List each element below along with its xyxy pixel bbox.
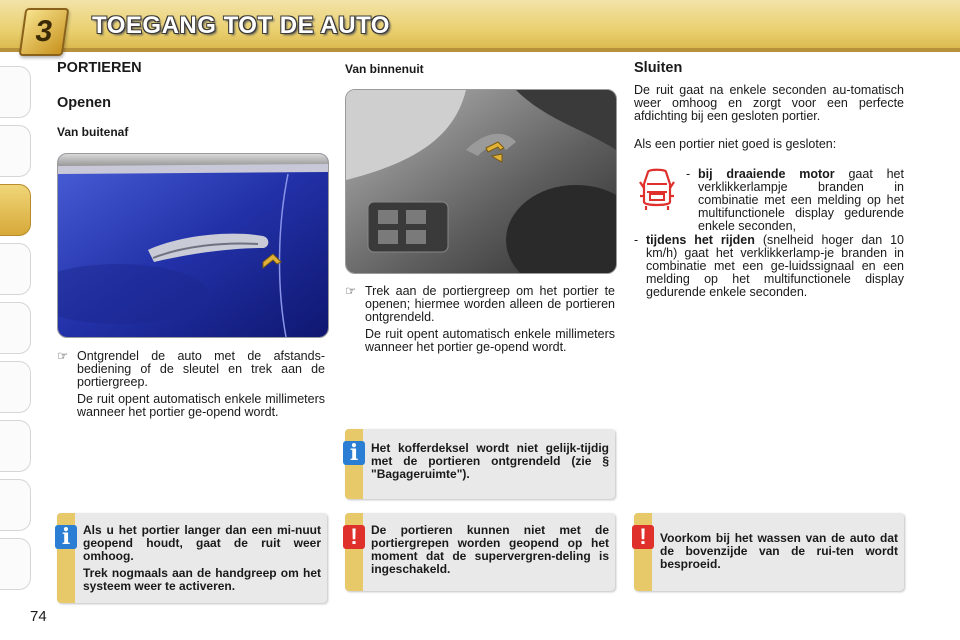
warning-icon: ! — [632, 525, 654, 549]
window-lower-note: Als u het portier langer dan een mi-nuut geopend houdt, gaat de ruit weer omhoog. — [83, 523, 321, 563]
bullet-symbol: ☞ — [57, 349, 69, 363]
item-engine-running — [686, 168, 904, 233]
inside-open-instruction: Trek aan de portiergreep om het portier te openen; hiermee worden alleen de portieren ontgrendeld. — [365, 284, 615, 324]
subsection-heading: Openen — [57, 95, 111, 111]
window-note: De ruit opent automatisch enkele millimeters wanneer het portier ge-opend wordt. — [77, 392, 325, 419]
trunk-info-note — [345, 429, 615, 499]
from-inside-heading: Van binnenuit — [345, 62, 424, 76]
dash: - — [634, 233, 639, 247]
dash: - — [686, 167, 691, 181]
side-tab[interactable] — [0, 302, 31, 354]
driving-text: (snelheid hoger dan 10 km/h) gaat het verklikkerlamp-je branden in combinatie met een ge-luidssignaal en een melding op het multifunctionele display gedurende enkele seconden. — [646, 233, 904, 299]
washing-warning-note — [634, 513, 904, 591]
item-driving — [634, 234, 904, 299]
side-tab[interactable] — [0, 361, 31, 413]
door-open-warning-icon — [636, 168, 678, 212]
driving-lead: tijdens het rijden — [646, 233, 755, 247]
side-tab[interactable] — [0, 420, 31, 472]
deadlock-warning-note — [345, 513, 615, 591]
trunk-note-text: Het kofferdeksel wordt niet gelijk-tijdig met de portieren ontgrendeld (zie § "Bagageruimte"). — [371, 441, 609, 481]
info-icon: i — [55, 525, 77, 549]
bullet-symbol: ☞ — [345, 284, 357, 298]
not-closed-intro: Als een portier niet goed is gesloten: — [634, 137, 837, 151]
unlock-instruction: Ontgrendel de auto met de afstands-bediening of de sleutel en trek aan de portiergreep. — [77, 349, 325, 389]
engine-running-lead: bij draaiende motor — [698, 167, 835, 181]
side-tab[interactable] — [0, 66, 31, 118]
window-info-note — [57, 513, 327, 603]
warning-icon: ! — [343, 525, 365, 549]
inside-instructions — [345, 285, 615, 354]
window-close-note: Trek nogmaals aan de handgreep om het systeem weer te activeren. — [83, 566, 321, 593]
from-outside-heading: Van buitenaf — [57, 125, 129, 139]
side-tab[interactable] — [0, 538, 31, 590]
page-number: 74 — [30, 608, 47, 625]
closing-heading: Sluiten — [634, 60, 683, 76]
deadlock-note-text: De portieren kunnen niet met de portiergrepen worden geopend op het moment dat de supervergren-deling is ingeschakeld. — [371, 523, 609, 576]
window-note: De ruit opent automatisch enkele millimeters wanneer het portier ge-opend wordt. — [365, 327, 615, 354]
info-icon: i — [343, 441, 365, 465]
door-interior-photo — [345, 89, 617, 274]
side-tab-active[interactable] — [0, 184, 31, 236]
side-tab[interactable] — [0, 243, 31, 295]
side-tab[interactable] — [0, 125, 31, 177]
closing-intro: De ruit gaat na enkele seconden au-tomatisch weer omhoog en zorgt voor een perfecte afdichting bij een gesloten portier. — [634, 83, 904, 123]
engine-running-text: gaat het verklikkerlampje branden in combinatie met een melding op het multifunctionele display gedurende enkele seconden, — [698, 167, 904, 233]
side-tab[interactable] — [0, 479, 31, 531]
washing-note-text: Voorkom bij het wassen van de auto dat de bovenzijde van de rui-ten wordt besproeid. — [660, 531, 898, 571]
section-heading: PORTIEREN — [57, 60, 142, 76]
outside-instructions — [57, 350, 325, 419]
chapter-title: TOEGANG TOT DE AUTO — [92, 12, 390, 39]
chapter-badge: 3 — [19, 8, 70, 56]
door-exterior-photo — [57, 153, 329, 338]
